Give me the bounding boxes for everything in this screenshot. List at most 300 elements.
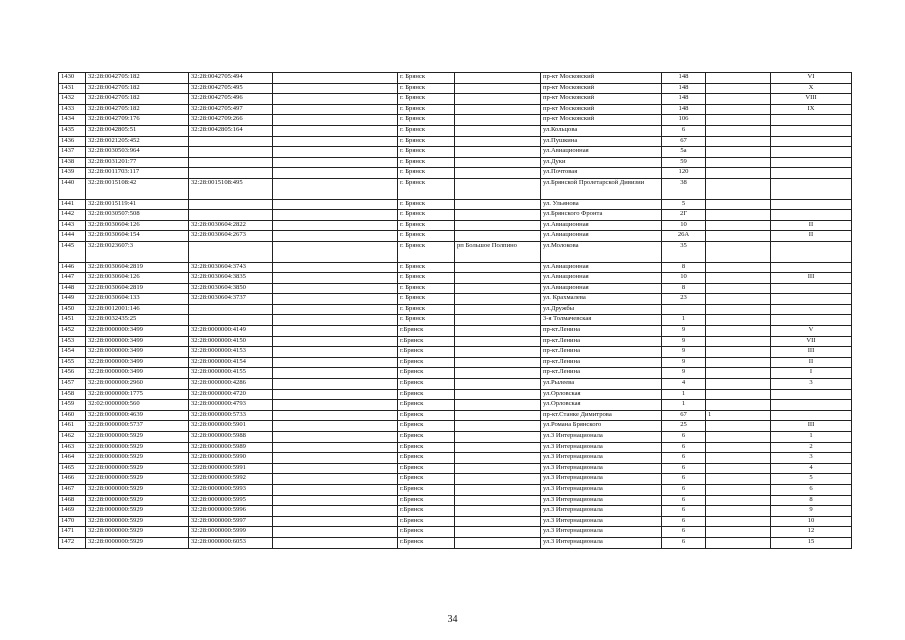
street-cell: пр-кт Московский	[541, 104, 662, 115]
flat-number-cell	[706, 336, 771, 347]
object-cadastral-number-cell: 32:28:0042709:266	[189, 115, 273, 126]
flat-number-cell	[706, 241, 771, 262]
object-cadastral-number-cell: 32:28:0000000:5992	[189, 474, 273, 485]
cadastral-number-cell: 32:28:0042705:182	[86, 104, 189, 115]
room-number-cell: 15	[771, 537, 852, 548]
object-cadastral-number-cell: 32:28:0000000:5901	[189, 421, 273, 432]
object-cadastral-number-cell	[189, 304, 273, 315]
city-cell: г. Брянск	[398, 294, 455, 305]
blank-cell	[273, 157, 398, 168]
cadastral-number-cell: 32:28:0000000:5929	[86, 484, 189, 495]
street-cell: ул.Авиационная	[541, 262, 662, 273]
flat-number-cell	[706, 262, 771, 273]
house-number-cell: 106	[662, 115, 706, 126]
cadastral-number-cell: 32:28:0015119:41	[86, 199, 189, 210]
flat-number-cell	[706, 178, 771, 199]
district-cell	[455, 273, 541, 284]
room-number-cell: 1	[771, 432, 852, 443]
table-row	[59, 368, 852, 379]
street-cell: ул.3 Интернационала	[541, 463, 662, 474]
house-number-cell: 120	[662, 168, 706, 179]
house-number-cell: 1	[662, 315, 706, 326]
table-row	[59, 83, 852, 94]
district-cell	[455, 442, 541, 453]
cadastral-number-cell: 32:28:0000000:2960	[86, 379, 189, 390]
district-cell	[455, 199, 541, 210]
street-cell: ул.Молокова	[541, 241, 662, 262]
blank-cell	[273, 104, 398, 115]
room-number-cell: VII	[771, 336, 852, 347]
district-cell	[455, 463, 541, 474]
table-row	[59, 326, 852, 337]
house-number-cell: 10	[662, 220, 706, 231]
table-row	[59, 294, 852, 305]
cadastral-number-cell: 32:28:0000000:5929	[86, 527, 189, 538]
row-number-cell: 1433	[59, 104, 86, 115]
object-cadastral-number-cell: 32:28:0042705:497	[189, 104, 273, 115]
object-cadastral-number-cell: 32:28:0000000:4793	[189, 400, 273, 411]
blank-cell	[273, 432, 398, 443]
cadastral-number-cell: 32:28:0000000:3499	[86, 357, 189, 368]
flat-number-cell: 1	[706, 410, 771, 421]
district-cell	[455, 474, 541, 485]
district-cell	[455, 379, 541, 390]
district-cell	[455, 336, 541, 347]
table-row	[59, 400, 852, 411]
object-cadastral-number-cell: 32:28:0042705:495	[189, 83, 273, 94]
street-cell: пр-кт.Ленина	[541, 368, 662, 379]
flat-number-cell	[706, 168, 771, 179]
house-number-cell: 6	[662, 453, 706, 464]
city-cell: г. Брянск	[398, 304, 455, 315]
table-row	[59, 262, 852, 273]
flat-number-cell	[706, 326, 771, 337]
blank-cell	[273, 537, 398, 548]
blank-cell	[273, 410, 398, 421]
city-cell: г.Брянск	[398, 527, 455, 538]
city-cell: г. Брянск	[398, 262, 455, 273]
district-cell	[455, 453, 541, 464]
row-number-cell: 1450	[59, 304, 86, 315]
object-cadastral-number-cell: 32:28:0030604:3835	[189, 273, 273, 284]
blank-cell	[273, 389, 398, 400]
room-number-cell: I	[771, 368, 852, 379]
table-row	[59, 389, 852, 400]
flat-number-cell	[706, 94, 771, 105]
house-number-cell: 38	[662, 178, 706, 199]
object-cadastral-number-cell: 32:28:0000000:5997	[189, 516, 273, 527]
district-cell	[455, 304, 541, 315]
district-cell	[455, 537, 541, 548]
house-number-cell: 6	[662, 463, 706, 474]
city-cell: г.Брянск	[398, 326, 455, 337]
blank-cell	[273, 220, 398, 231]
row-number-cell: 1470	[59, 516, 86, 527]
district-cell	[455, 347, 541, 358]
flat-number-cell	[706, 368, 771, 379]
street-cell: ул.3 Интернационала	[541, 474, 662, 485]
street-cell: ул.Авиационная	[541, 283, 662, 294]
district-cell	[455, 210, 541, 221]
city-cell: г.Брянск	[398, 474, 455, 485]
flat-number-cell	[706, 125, 771, 136]
object-cadastral-number-cell: 32:28:0000000:5989	[189, 442, 273, 453]
table-row	[59, 347, 852, 358]
row-number-cell: 1449	[59, 294, 86, 305]
house-number-cell: 6	[662, 474, 706, 485]
table-row	[59, 241, 852, 262]
district-cell	[455, 421, 541, 432]
object-cadastral-number-cell: 32:28:0000000:5988	[189, 432, 273, 443]
street-cell: пр-кт Московский	[541, 73, 662, 84]
room-number-cell: 4	[771, 463, 852, 474]
district-cell	[455, 73, 541, 84]
room-number-cell	[771, 178, 852, 199]
street-cell: ул.Авиационная	[541, 231, 662, 242]
district-cell	[455, 484, 541, 495]
district-cell	[455, 410, 541, 421]
district-cell	[455, 368, 541, 379]
table-row	[59, 516, 852, 527]
cadastral-number-cell: 32:28:0030604:154	[86, 231, 189, 242]
street-cell: пр-кт.Ленина	[541, 357, 662, 368]
flat-number-cell	[706, 273, 771, 284]
street-cell: ул.3 Интернационала	[541, 537, 662, 548]
cadastral-number-cell: 32:28:0023607:3	[86, 241, 189, 262]
row-number-cell: 1467	[59, 484, 86, 495]
blank-cell	[273, 241, 398, 262]
object-cadastral-number-cell: 32:28:0000000:5990	[189, 453, 273, 464]
blank-cell	[273, 506, 398, 517]
row-number-cell: 1432	[59, 94, 86, 105]
table-row	[59, 432, 852, 443]
district-cell	[455, 168, 541, 179]
blank-cell	[273, 442, 398, 453]
room-number-cell	[771, 147, 852, 158]
cadastral-number-cell: 32:28:0030507:508	[86, 210, 189, 221]
city-cell: г. Брянск	[398, 115, 455, 126]
row-number-cell: 1443	[59, 220, 86, 231]
table-row	[59, 73, 852, 84]
street-cell: ул.3 Интернационала	[541, 527, 662, 538]
blank-cell	[273, 168, 398, 179]
room-number-cell: 9	[771, 506, 852, 517]
room-number-cell	[771, 304, 852, 315]
city-cell: г.Брянск	[398, 357, 455, 368]
street-cell: ул.3 Интернационала	[541, 495, 662, 506]
room-number-cell: 6	[771, 484, 852, 495]
house-number-cell: 6	[662, 484, 706, 495]
object-cadastral-number-cell: 32:28:0042805:164	[189, 125, 273, 136]
room-number-cell: 12	[771, 527, 852, 538]
flat-number-cell	[706, 357, 771, 368]
blank-cell	[273, 273, 398, 284]
room-number-cell	[771, 294, 852, 305]
blank-cell	[273, 368, 398, 379]
cadastral-number-cell: 32:28:0042709:176	[86, 115, 189, 126]
row-number-cell: 1448	[59, 283, 86, 294]
row-number-cell: 1436	[59, 136, 86, 147]
street-cell: ул.Авиационная	[541, 273, 662, 284]
blank-cell	[273, 326, 398, 337]
city-cell: г. Брянск	[398, 273, 455, 284]
cadastral-number-cell: 32:28:0031201:77	[86, 157, 189, 168]
row-number-cell: 1460	[59, 410, 86, 421]
room-number-cell	[771, 315, 852, 326]
house-number-cell: 59	[662, 157, 706, 168]
city-cell: г.Брянск	[398, 442, 455, 453]
object-cadastral-number-cell	[189, 199, 273, 210]
flat-number-cell	[706, 484, 771, 495]
street-cell: ул. Ульянова	[541, 199, 662, 210]
district-cell	[455, 495, 541, 506]
row-number-cell: 1437	[59, 147, 86, 158]
row-number-cell: 1457	[59, 379, 86, 390]
district-cell	[455, 432, 541, 443]
blank-cell	[273, 94, 398, 105]
house-number-cell: 25	[662, 421, 706, 432]
row-number-cell: 1447	[59, 273, 86, 284]
table-row	[59, 495, 852, 506]
object-cadastral-number-cell	[189, 157, 273, 168]
row-number-cell: 1465	[59, 463, 86, 474]
city-cell: г.Брянск	[398, 410, 455, 421]
district-cell	[455, 326, 541, 337]
room-number-cell: 2	[771, 442, 852, 453]
page-number: 34	[447, 614, 458, 625]
blank-cell	[273, 315, 398, 326]
city-cell: г. Брянск	[398, 315, 455, 326]
flat-number-cell	[706, 220, 771, 231]
cadastral-number-cell: 32:28:0030503:964	[86, 147, 189, 158]
district-cell	[455, 516, 541, 527]
district-cell	[455, 231, 541, 242]
flat-number-cell	[706, 527, 771, 538]
blank-cell	[273, 125, 398, 136]
district-cell	[455, 315, 541, 326]
table-row	[59, 421, 852, 432]
cadastral-number-cell: 32:28:0000000:5929	[86, 442, 189, 453]
table-row	[59, 463, 852, 474]
table-row	[59, 220, 852, 231]
room-number-cell: 8	[771, 495, 852, 506]
blank-cell	[273, 262, 398, 273]
cadastral-number-cell: 32:28:0012001:146	[86, 304, 189, 315]
cadastral-number-cell: 32:28:0000000:5929	[86, 432, 189, 443]
blank-cell	[273, 347, 398, 358]
blank-cell	[273, 304, 398, 315]
row-number-cell: 1469	[59, 506, 86, 517]
flat-number-cell	[706, 147, 771, 158]
blank-cell	[273, 83, 398, 94]
city-cell: г.Брянск	[398, 453, 455, 464]
row-number-cell: 1463	[59, 442, 86, 453]
blank-cell	[273, 199, 398, 210]
flat-number-cell	[706, 495, 771, 506]
object-cadastral-number-cell: 32:28:0000000:5991	[189, 463, 273, 474]
row-number-cell: 1452	[59, 326, 86, 337]
table-row	[59, 115, 852, 126]
row-number-cell: 1462	[59, 432, 86, 443]
flat-number-cell	[706, 157, 771, 168]
table-row	[59, 199, 852, 210]
row-number-cell: 1451	[59, 315, 86, 326]
room-number-cell: III	[771, 421, 852, 432]
object-cadastral-number-cell: 32:28:0000000:6053	[189, 537, 273, 548]
street-cell: ул.Романа Брянского	[541, 421, 662, 432]
district-cell	[455, 115, 541, 126]
cadastral-number-cell: 32:28:0032435:25	[86, 315, 189, 326]
flat-number-cell	[706, 453, 771, 464]
street-cell: пр-кт Московский	[541, 94, 662, 105]
object-cadastral-number-cell: 32:28:0000000:4150	[189, 336, 273, 347]
house-number-cell: 23	[662, 294, 706, 305]
city-cell: г. Брянск	[398, 136, 455, 147]
street-cell: ул.Орловская	[541, 400, 662, 411]
cadastral-number-cell: 32:28:0000000:5929	[86, 495, 189, 506]
district-cell	[455, 357, 541, 368]
blank-cell	[273, 495, 398, 506]
house-number-cell: 9	[662, 336, 706, 347]
flat-number-cell	[706, 442, 771, 453]
flat-number-cell	[706, 104, 771, 115]
blank-cell	[273, 210, 398, 221]
object-cadastral-number-cell: 32:28:0000000:4154	[189, 357, 273, 368]
flat-number-cell	[706, 115, 771, 126]
city-cell: г. Брянск	[398, 157, 455, 168]
flat-number-cell	[706, 516, 771, 527]
room-number-cell	[771, 168, 852, 179]
district-cell	[455, 104, 541, 115]
city-cell: г. Брянск	[398, 94, 455, 105]
object-cadastral-number-cell: 32:28:0000000:5993	[189, 484, 273, 495]
row-number-cell: 1441	[59, 199, 86, 210]
city-cell: г.Брянск	[398, 368, 455, 379]
flat-number-cell	[706, 210, 771, 221]
district-cell	[455, 136, 541, 147]
row-number-cell: 1434	[59, 115, 86, 126]
cadastral-number-cell: 32:28:0042705:182	[86, 83, 189, 94]
house-number-cell: 6	[662, 432, 706, 443]
cadastral-number-cell: 32:28:0030604:2819	[86, 283, 189, 294]
house-number-cell: 1	[662, 400, 706, 411]
street-cell: пр-кт Московский	[541, 115, 662, 126]
district-cell	[455, 147, 541, 158]
room-number-cell: X	[771, 83, 852, 94]
cadastral-number-cell: 32:02:0000000:560	[86, 400, 189, 411]
flat-number-cell	[706, 400, 771, 411]
row-number-cell: 1453	[59, 336, 86, 347]
street-cell: ул. Крахмалева	[541, 294, 662, 305]
table-body	[59, 73, 852, 549]
city-cell: г. Брянск	[398, 178, 455, 199]
room-number-cell	[771, 262, 852, 273]
blank-cell	[273, 421, 398, 432]
room-number-cell	[771, 210, 852, 221]
row-number-cell: 1445	[59, 241, 86, 262]
cadastral-number-cell: 32:28:0000000:5929	[86, 463, 189, 474]
blank-cell	[273, 115, 398, 126]
street-cell: пр-кт.Ленина	[541, 336, 662, 347]
row-number-cell: 1455	[59, 357, 86, 368]
city-cell: г. Брянск	[398, 147, 455, 158]
house-number-cell: 148	[662, 73, 706, 84]
table-row	[59, 357, 852, 368]
house-number-cell: 6	[662, 442, 706, 453]
blank-cell	[273, 379, 398, 390]
table-row	[59, 315, 852, 326]
city-cell: г.Брянск	[398, 421, 455, 432]
blank-cell	[273, 463, 398, 474]
row-number-cell: 1472	[59, 537, 86, 548]
object-cadastral-number-cell	[189, 147, 273, 158]
row-number-cell: 1442	[59, 210, 86, 221]
object-cadastral-number-cell: 32:28:0030604:3737	[189, 294, 273, 305]
city-cell: г. Брянск	[398, 220, 455, 231]
city-cell: г. Брянск	[398, 125, 455, 136]
district-cell: рп Большое Полпино	[455, 241, 541, 262]
object-cadastral-number-cell: 32:28:0000000:4155	[189, 368, 273, 379]
property-table	[58, 72, 852, 549]
flat-number-cell	[706, 389, 771, 400]
district-cell	[455, 400, 541, 411]
cadastral-number-cell: 32:28:0030604:126	[86, 220, 189, 231]
house-number-cell: 9	[662, 357, 706, 368]
cadastral-number-cell: 32:28:0000000:1775	[86, 389, 189, 400]
house-number-cell: 10	[662, 273, 706, 284]
street-cell: ул.Пушкина	[541, 136, 662, 147]
flat-number-cell	[706, 199, 771, 210]
cadastral-number-cell: 32:28:0000000:5929	[86, 453, 189, 464]
flat-number-cell	[706, 432, 771, 443]
house-number-cell: 9	[662, 368, 706, 379]
district-cell	[455, 94, 541, 105]
row-number-cell: 1440	[59, 178, 86, 199]
row-number-cell: 1431	[59, 83, 86, 94]
house-number-cell: 6	[662, 506, 706, 517]
flat-number-cell	[706, 315, 771, 326]
row-number-cell: 1464	[59, 453, 86, 464]
cadastral-number-cell: 32:28:0000000:4639	[86, 410, 189, 421]
room-number-cell	[771, 125, 852, 136]
street-cell: ул.Дружбы	[541, 304, 662, 315]
blank-cell	[273, 527, 398, 538]
table-row	[59, 453, 852, 464]
blank-cell	[273, 400, 398, 411]
house-number-cell: 4	[662, 379, 706, 390]
object-cadastral-number-cell: 32:28:0030604:2822	[189, 220, 273, 231]
object-cadastral-number-cell	[189, 241, 273, 262]
row-number-cell: 1456	[59, 368, 86, 379]
cadastral-number-cell: 32:28:0000000:3499	[86, 368, 189, 379]
blank-cell	[273, 474, 398, 485]
object-cadastral-number-cell	[189, 168, 273, 179]
cadastral-number-cell: 32:28:0042705:182	[86, 73, 189, 84]
flat-number-cell	[706, 283, 771, 294]
street-cell: ул.3 Интернационала	[541, 432, 662, 443]
flat-number-cell	[706, 379, 771, 390]
row-number-cell: 1466	[59, 474, 86, 485]
city-cell: г. Брянск	[398, 241, 455, 262]
room-number-cell	[771, 283, 852, 294]
room-number-cell: III	[771, 273, 852, 284]
street-cell: ул.3 Интернационала	[541, 506, 662, 517]
room-number-cell	[771, 389, 852, 400]
cadastral-number-cell: 32:28:0000000:5737	[86, 421, 189, 432]
table-row	[59, 147, 852, 158]
object-cadastral-number-cell: 32:28:0000000:4286	[189, 379, 273, 390]
blank-cell	[273, 516, 398, 527]
